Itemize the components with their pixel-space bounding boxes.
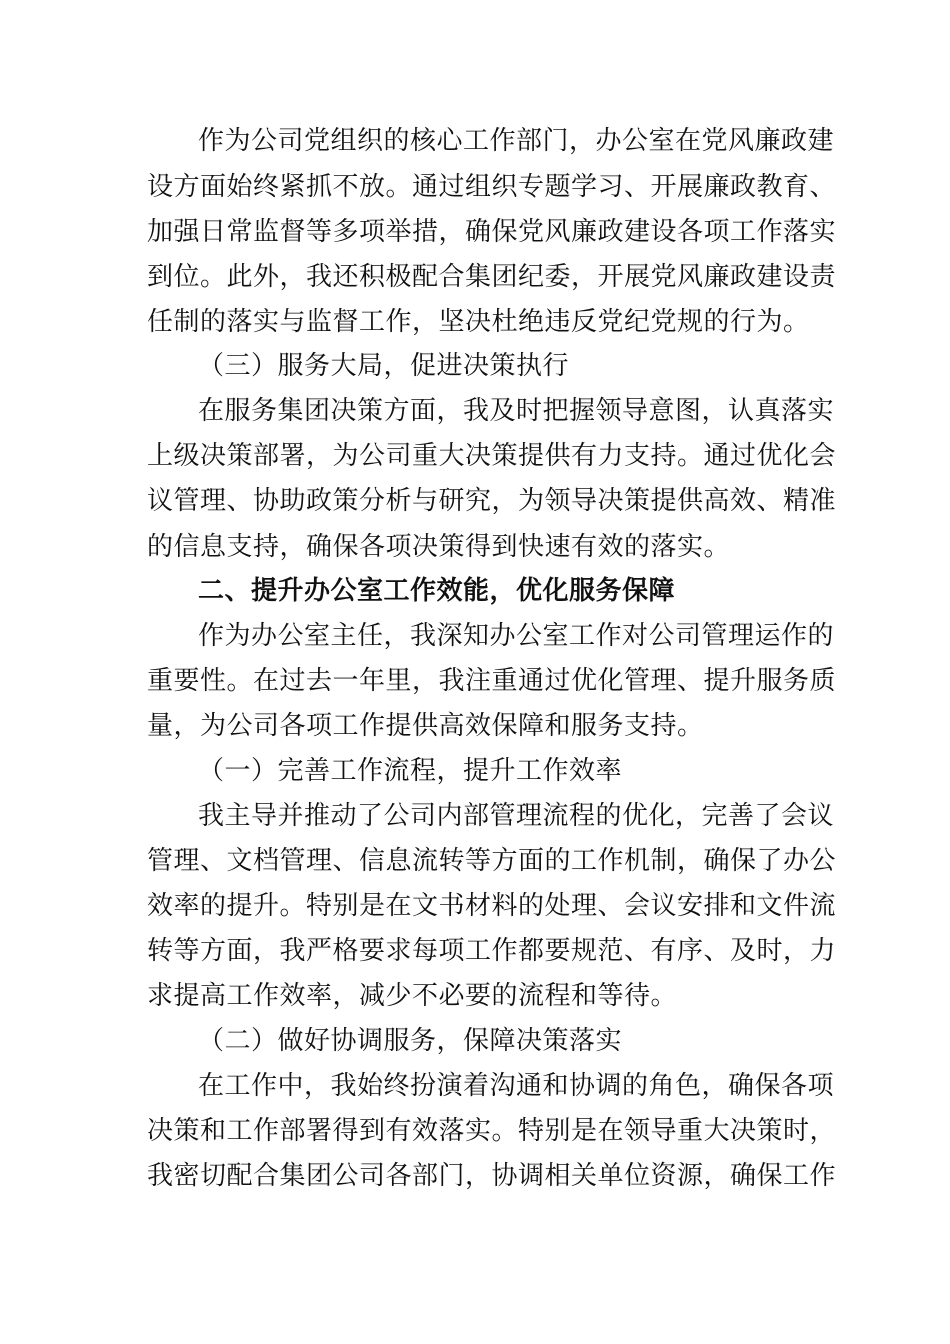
- paragraph-5-line-1: 在工作中，我始终扮演着沟通和协调的角色，确保各项: [198, 1071, 835, 1101]
- subheading-one: （一）完善工作流程，提升工作效率: [198, 756, 623, 786]
- paragraph-1-line-1: 作为公司党组织的核心工作部门，办公室在党风廉政建: [198, 126, 835, 156]
- subheading-two: （二）做好协调服务，保障决策落实: [198, 1026, 623, 1056]
- paragraph-4-line-1: 我主导并推动了公司内部管理流程的优化，完善了会议: [198, 801, 835, 831]
- paragraph-2-line-3: 议管理、协助政策分析与研究，为领导决策提供高效、精准: [147, 486, 837, 516]
- paragraph-4-line-2: 管理、文档管理、信息流转等方面的工作机制，确保了办公: [147, 846, 837, 876]
- paragraph-1-line-3: 加强日常监督等多项举措，确保党风廉政建设各项工作落实: [147, 217, 837, 247]
- paragraph-2-line-1: 在服务集团决策方面，我及时把握领导意图，认真落实: [198, 396, 835, 426]
- section-heading-two: 二、提升办公室工作效能，优化服务保障: [198, 576, 676, 606]
- paragraph-5-line-3: 我密切配合集团公司各部门，协调相关单位资源，确保工作: [147, 1161, 837, 1191]
- paragraph-1-line-5: 任制的落实与监督工作，坚决杜绝违反党纪党规的行为。: [147, 307, 810, 337]
- subheading-three: （三）服务大局，促进决策执行: [198, 351, 570, 381]
- paragraph-5-line-2: 决策和工作部署得到有效落实。特别是在领导重大决策时，: [147, 1116, 837, 1146]
- paragraph-3-line-3: 量，为公司各项工作提供高效保障和服务支持。: [147, 711, 704, 741]
- paragraph-4-line-5: 求提高工作效率，减少不必要的流程和等待。: [147, 981, 678, 1011]
- paragraph-4-line-4: 转等方面，我严格要求每项工作都要规范、有序、及时，力: [147, 936, 837, 966]
- paragraph-4-line-3: 效率的提升。特别是在文书材料的处理、会议安排和文件流: [147, 891, 837, 921]
- paragraph-2-line-2: 上级决策部署，为公司重大决策提供有力支持。通过优化会: [147, 441, 837, 471]
- paragraph-1-line-4: 到位。此外，我还积极配合集团纪委，开展党风廉政建设责: [147, 262, 837, 292]
- paragraph-3-line-1: 作为办公室主任，我深知办公室工作对公司管理运作的: [198, 621, 835, 651]
- paragraph-1-line-2: 设方面始终紧抓不放。通过组织专题学习、开展廉政教育、: [147, 172, 837, 202]
- paragraph-2-line-4: 的信息支持，确保各项决策得到快速有效的落实。: [147, 532, 731, 562]
- paragraph-3-line-2: 重要性。在过去一年里，我注重通过优化管理、提升服务质: [147, 666, 837, 696]
